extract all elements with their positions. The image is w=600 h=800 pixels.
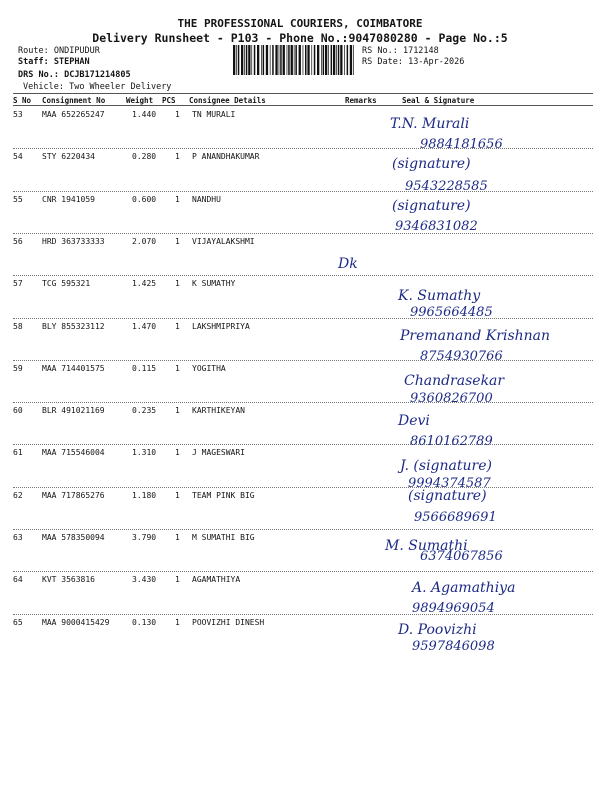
row-divider — [13, 529, 593, 530]
row-divider — [13, 360, 593, 361]
handwritten-name: A. Agamathiya — [412, 580, 516, 596]
rs-no-line — [362, 46, 439, 56]
row-divider — [13, 402, 593, 403]
table-row — [13, 531, 593, 573]
handwritten-phone: 9965664485 — [410, 305, 493, 320]
route-line — [18, 46, 100, 56]
col-seal: Seal & Signature — [402, 96, 475, 105]
row-consignee: VIJAYALAKSHMI — [192, 236, 255, 246]
route-value: ONDIPUDUR — [53, 46, 100, 56]
col-weight: Weight — [126, 96, 154, 105]
row-pcs: 1 — [175, 236, 180, 246]
runsheet-title: Delivery Runsheet - P103 - Phone No.:9047080280 - Page No.:5 — [92, 31, 508, 45]
row-weight: 0.600 — [132, 194, 157, 204]
row-sno: 59 — [13, 363, 23, 373]
row-weight: 0.130 — [132, 617, 157, 627]
row-consignee: TEAM PINK BIG — [192, 490, 255, 500]
col-consignment: Consignment No — [42, 96, 106, 105]
row-pcs: 1 — [175, 194, 180, 204]
row-weight: 0.280 — [132, 152, 157, 162]
row-divider — [13, 275, 593, 276]
rs-date-value: 13-Apr-2026 — [408, 57, 465, 67]
table-row — [13, 277, 593, 319]
handwritten-phone: 9566689691 — [414, 510, 497, 525]
route-label: Route: — [18, 46, 49, 56]
handwritten-phone: 9894969054 — [412, 601, 495, 616]
table-row — [13, 108, 593, 150]
row-consignment: MAA 717865276 — [42, 490, 105, 500]
row-pcs: 1 — [175, 617, 180, 627]
row-weight: 1.310 — [132, 448, 157, 458]
row-sno: 58 — [13, 321, 23, 331]
row-weight: 1.180 — [132, 490, 157, 500]
row-weight: 0.115 — [132, 363, 157, 373]
row-consignee: NANDHU — [192, 194, 221, 204]
staff-value: STEPHAN — [53, 57, 90, 67]
row-divider — [13, 318, 593, 319]
row-sno: 53 — [13, 110, 23, 119]
row-divider — [13, 444, 593, 445]
table-row — [13, 616, 593, 658]
row-consignee: TN MURALI — [192, 110, 236, 119]
row-weight: 3.790 — [132, 533, 157, 542]
table-row — [13, 404, 593, 446]
row-consignee: POOVIZHI DINESH — [192, 617, 265, 627]
table-row — [13, 150, 593, 192]
row-consignment: CNR 1941059 — [42, 194, 95, 204]
row-consignment: HRD 363733333 — [42, 236, 105, 246]
handwritten-name: (signature) — [392, 156, 471, 172]
row-sno: 55 — [13, 194, 23, 204]
handwritten-name: T.N. Murali — [390, 116, 470, 132]
rs-no-label: RS No.: — [362, 46, 398, 56]
company-name: THE PROFESSIONAL COURIERS, COIMBATORE — [177, 17, 423, 30]
col-pcs: PCS — [162, 96, 176, 105]
staff-line — [18, 57, 90, 67]
row-consignment: KVT 3563816 — [42, 575, 95, 585]
row-consignee: K SUMATHY — [192, 279, 236, 289]
row-sno: 61 — [13, 448, 23, 458]
row-consignment: MAA 714401575 — [42, 363, 105, 373]
handwritten-name: J. (signature) — [400, 458, 492, 474]
handwritten-name: D. Poovizhi — [398, 622, 477, 638]
row-consignment: BLY 855323112 — [42, 321, 105, 331]
handwritten-phone: 9597846098 — [412, 639, 495, 654]
row-consignment: MAA 715546004 — [42, 448, 105, 458]
row-consignment: STY 6220434 — [42, 152, 95, 162]
rs-date-label: RS Date: — [362, 57, 403, 67]
drs-value: DCJB171214805 — [64, 70, 131, 80]
row-pcs: 1 — [175, 575, 180, 585]
table-row — [13, 446, 593, 488]
row-sno: 63 — [13, 533, 23, 542]
row-sno: 62 — [13, 490, 23, 500]
row-weight: 3.430 — [132, 575, 157, 585]
row-sno: 60 — [13, 406, 23, 416]
handwritten-phone: 9346831082 — [395, 219, 478, 234]
row-consignment: BLR 491021169 — [42, 406, 105, 416]
row-weight: 1.425 — [132, 279, 157, 289]
row-pcs: 1 — [175, 279, 180, 289]
row-consignee: LAKSHMIPRIYA — [192, 321, 250, 331]
row-pcs: 1 — [175, 448, 180, 458]
handwritten-name: K. Sumathy — [398, 288, 481, 304]
handwritten-name: Premanand Krishnan — [400, 328, 551, 344]
row-pcs: 1 — [175, 110, 180, 119]
drs-line — [18, 70, 131, 80]
header-top-rule — [13, 93, 593, 94]
row-consignee: M SUMATHI BIG — [192, 533, 255, 542]
row-divider — [13, 233, 593, 234]
handwritten-phone: 9994374587 — [408, 476, 491, 491]
row-consignment: MAA 652265247 — [42, 110, 105, 119]
table-row — [13, 235, 593, 277]
vehicle-line — [23, 82, 171, 92]
row-divider — [13, 148, 593, 149]
staff-label: Staff: — [18, 57, 49, 67]
row-sno: 65 — [13, 617, 23, 627]
handwritten-phone: 9543228585 — [405, 179, 488, 194]
row-consignee: AGAMATHIYA — [192, 575, 241, 585]
row-divider — [13, 191, 593, 192]
handwritten-phone: 9884181656 — [420, 137, 503, 152]
vehicle-label: Vehicle: — [23, 82, 64, 92]
row-weight: 1.440 — [132, 110, 157, 119]
col-consignee: Consignee Details — [189, 96, 266, 105]
row-pcs: 1 — [175, 363, 180, 373]
row-pcs: 1 — [175, 490, 180, 500]
row-weight: 2.070 — [132, 236, 157, 246]
table-row — [13, 489, 593, 531]
drs-label: DRS No.: — [18, 70, 59, 80]
rs-date-line — [362, 57, 464, 67]
row-divider — [13, 487, 593, 488]
handwritten-name: (signature) — [408, 488, 487, 504]
header-bottom-rule — [13, 105, 593, 106]
row-sno: 56 — [13, 236, 23, 246]
row-sno: 57 — [13, 279, 23, 289]
row-divider — [13, 614, 593, 615]
handwritten-phone: 8610162789 — [410, 434, 493, 449]
table-row — [13, 573, 593, 615]
handwritten-name: M. Sumathi — [385, 538, 468, 554]
rs-no-value: 1712148 — [402, 46, 439, 56]
handwritten-name: Dk — [338, 256, 358, 272]
row-consignment: TCG 595321 — [42, 279, 91, 289]
handwritten-phone: 6374067856 — [420, 549, 503, 564]
handwritten-name: Chandrasekar — [404, 373, 505, 389]
row-consignment: MAA 578350094 — [42, 533, 105, 542]
row-consignee: P ANANDHAKUMAR — [192, 152, 260, 162]
table-row — [13, 362, 593, 404]
barcode — [233, 45, 357, 75]
row-sno: 64 — [13, 575, 23, 585]
row-weight: 1.470 — [132, 321, 157, 331]
row-pcs: 1 — [175, 321, 180, 331]
vehicle-value: Two Wheeler Delivery — [69, 82, 172, 92]
row-divider — [13, 571, 593, 572]
handwritten-phone: 9360826700 — [410, 391, 493, 406]
col-sno: S No — [13, 96, 32, 105]
row-pcs: 1 — [175, 152, 180, 162]
row-consignee: KARTHIKEYAN — [192, 406, 245, 416]
row-weight: 0.235 — [132, 406, 157, 416]
row-pcs: 1 — [175, 533, 180, 542]
table-row — [13, 193, 593, 235]
row-consignee: YOGITHA — [192, 363, 226, 373]
col-remarks: Remarks — [345, 96, 377, 105]
row-consignment: MAA 9000415429 — [42, 617, 110, 627]
row-consignee: J MAGESWARI — [192, 448, 245, 458]
row-pcs: 1 — [175, 406, 180, 416]
handwritten-name: (signature) — [392, 198, 471, 214]
handwritten-phone: 8754930766 — [420, 349, 503, 364]
row-sno: 54 — [13, 152, 23, 162]
handwritten-name: Devi — [398, 413, 430, 429]
table-row — [13, 320, 593, 362]
